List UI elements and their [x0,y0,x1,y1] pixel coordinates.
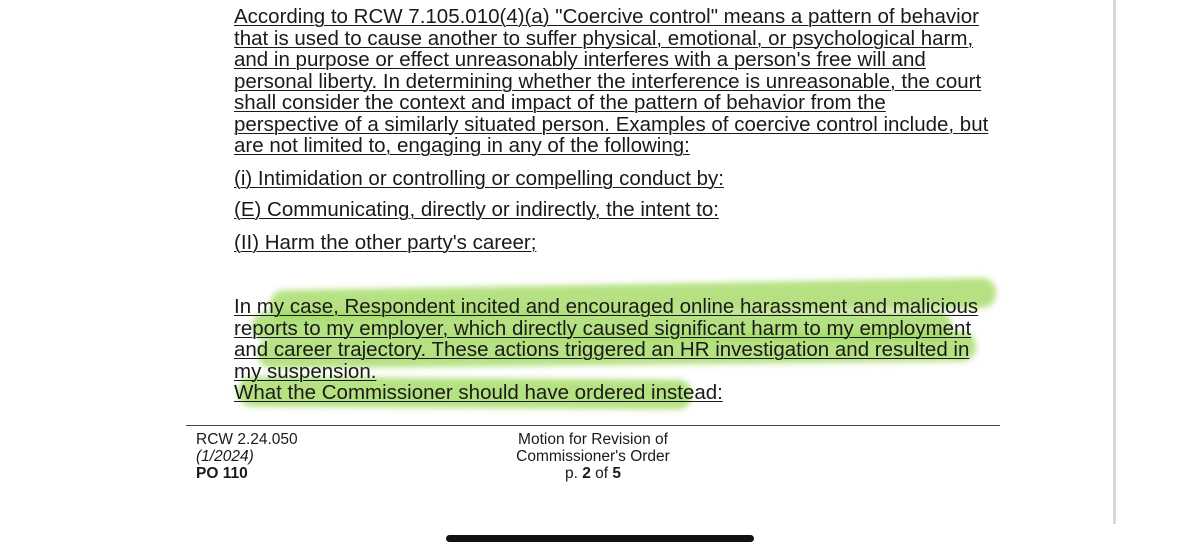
page-prefix: p. [564,465,578,482]
home-indicator-bar[interactable] [446,535,754,542]
statute-reference: RCW 2.24.050 [196,431,298,448]
footer-document-title [493,431,693,482]
document-title-line: Commissioner's Order [516,448,670,465]
revision-date: (1/2024) [196,448,254,465]
page-of: of [595,465,609,482]
form-number: PO 110 [196,465,248,482]
case-paragraph: In my case, Respondent incited and encouraged online harassment and malicious reports to my employer, which directly caused significant harm to my employment and career trajectory. These actions triggered an HR investigation and resulted in my suspension. [234,295,979,383]
page-edge [1113,0,1116,524]
footer-form-info [196,431,298,482]
page-total: 5 [612,465,622,482]
coercive-control-item: (E) Communicating, directly or indirectly, the intent to: [234,198,719,221]
document-title-line: Motion for Revision of [518,431,668,448]
page-current: 2 [582,465,591,482]
rcw-definition-paragraph: According to RCW 7.105.010(4)(a) "Coercive control" means a pattern of behavior that is used to cause another to suffer physical, emotional, or psychological harm, and in purpose or effect unreasonably interferes with a person's free will and personal liberty. In determining whether the interference is unreasonable, the court shall consider the context and impact of the pattern of behavior from the perspective of a similarly situated person. Examples of coercive control include, but are not limited to, engaging in any of the following: [234,5,989,157]
coercive-control-item: (II) Harm the other party's career; [234,231,537,254]
page-number [493,465,693,482]
footer-divider [186,425,1000,426]
section-heading: What the Commissioner should have ordered instead: [234,381,723,404]
coercive-control-item: (i) Intimidation or controlling or compelling conduct by: [234,167,724,190]
